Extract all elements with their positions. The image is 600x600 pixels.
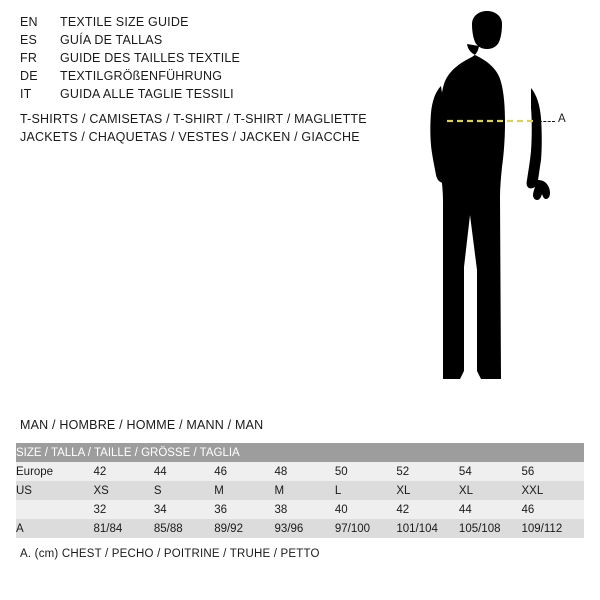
cell-value: 50 xyxy=(335,462,396,481)
cell-value: 105/108 xyxy=(459,519,522,538)
cell-value: 34 xyxy=(154,500,214,519)
cell-value: 93/96 xyxy=(275,519,335,538)
language-row xyxy=(20,69,350,87)
cell-value: 54 xyxy=(459,462,522,481)
cell-value: 44 xyxy=(154,462,214,481)
table-group-title: MAN / HOMBRE / HOMME / MANN / MAN xyxy=(20,418,264,432)
cell-value: 52 xyxy=(396,462,459,481)
cell-value: L xyxy=(335,481,396,500)
row-label: A xyxy=(16,519,94,538)
cell-value: 38 xyxy=(275,500,335,519)
cell-value: 48 xyxy=(275,462,335,481)
cell-value: 44 xyxy=(459,500,522,519)
table-row xyxy=(16,462,584,481)
cell-value: 81/84 xyxy=(94,519,154,538)
cell-value: XL xyxy=(459,481,522,500)
cell-value: 109/112 xyxy=(522,519,585,538)
language-code: DE xyxy=(20,69,38,83)
row-label: Europe xyxy=(16,462,94,481)
cell-value: XS xyxy=(94,481,154,500)
cell-value: XXL xyxy=(522,481,585,500)
cell-value: XL xyxy=(396,481,459,500)
body-silhouette-figure xyxy=(410,10,590,400)
cell-value: S xyxy=(154,481,214,500)
footnote-chest-measure: A. (cm) CHEST / PECHO / POITRINE / TRUHE / PETTO xyxy=(20,548,320,560)
language-row xyxy=(20,87,350,105)
language-code: FR xyxy=(20,51,38,65)
cell-value: M xyxy=(275,481,335,500)
language-text: GUIDA ALLE TAGLIE TESSILI xyxy=(60,87,234,101)
cell-value: 46 xyxy=(522,500,585,519)
cell-value: 36 xyxy=(214,500,274,519)
cell-value: 42 xyxy=(396,500,459,519)
table-row xyxy=(16,500,584,519)
language-code: IT xyxy=(20,87,32,101)
cell-value: 85/88 xyxy=(154,519,214,538)
cell-value: 32 xyxy=(94,500,154,519)
category-line-tshirts: T-SHIRTS / CAMISETAS / T-SHIRT / T-SHIRT / MAGLIETTE xyxy=(20,112,367,126)
cell-value: 101/104 xyxy=(396,519,459,538)
cell-value: 40 xyxy=(335,500,396,519)
language-row xyxy=(20,51,350,69)
language-text: TEXTILGRÖßENFÜHRUNG xyxy=(60,69,223,83)
language-header-block xyxy=(20,15,350,105)
silhouette-icon xyxy=(410,10,590,400)
language-row xyxy=(20,33,350,51)
table-row xyxy=(16,481,584,500)
cell-value: 89/92 xyxy=(214,519,274,538)
measure-label-a: A xyxy=(558,113,566,125)
language-text: GUÍA DE TALLAS xyxy=(60,33,163,47)
size-table xyxy=(16,443,584,538)
measure-leader-line xyxy=(539,121,555,123)
table-header-label: SIZE / TALLA / TAILLE / GRÖSSE / TAGLIA xyxy=(16,443,584,462)
language-text: TEXTILE SIZE GUIDE xyxy=(60,15,189,29)
category-line-jackets: JACKETS / CHAQUETAS / VESTES / JACKEN / GIACCHE xyxy=(20,130,360,144)
language-text: GUIDE DES TAILLES TEXTILE xyxy=(60,51,241,65)
language-row xyxy=(20,15,350,33)
cell-value: 56 xyxy=(522,462,585,481)
language-code: EN xyxy=(20,15,38,29)
row-label xyxy=(16,500,94,519)
cell-value: 46 xyxy=(214,462,274,481)
category-block xyxy=(20,110,420,146)
table-header-row xyxy=(16,443,584,462)
language-code: ES xyxy=(20,33,38,47)
cell-value: 97/100 xyxy=(335,519,396,538)
row-label: US xyxy=(16,481,94,500)
cell-value: M xyxy=(214,481,274,500)
table-row xyxy=(16,519,584,538)
cell-value: 42 xyxy=(94,462,154,481)
